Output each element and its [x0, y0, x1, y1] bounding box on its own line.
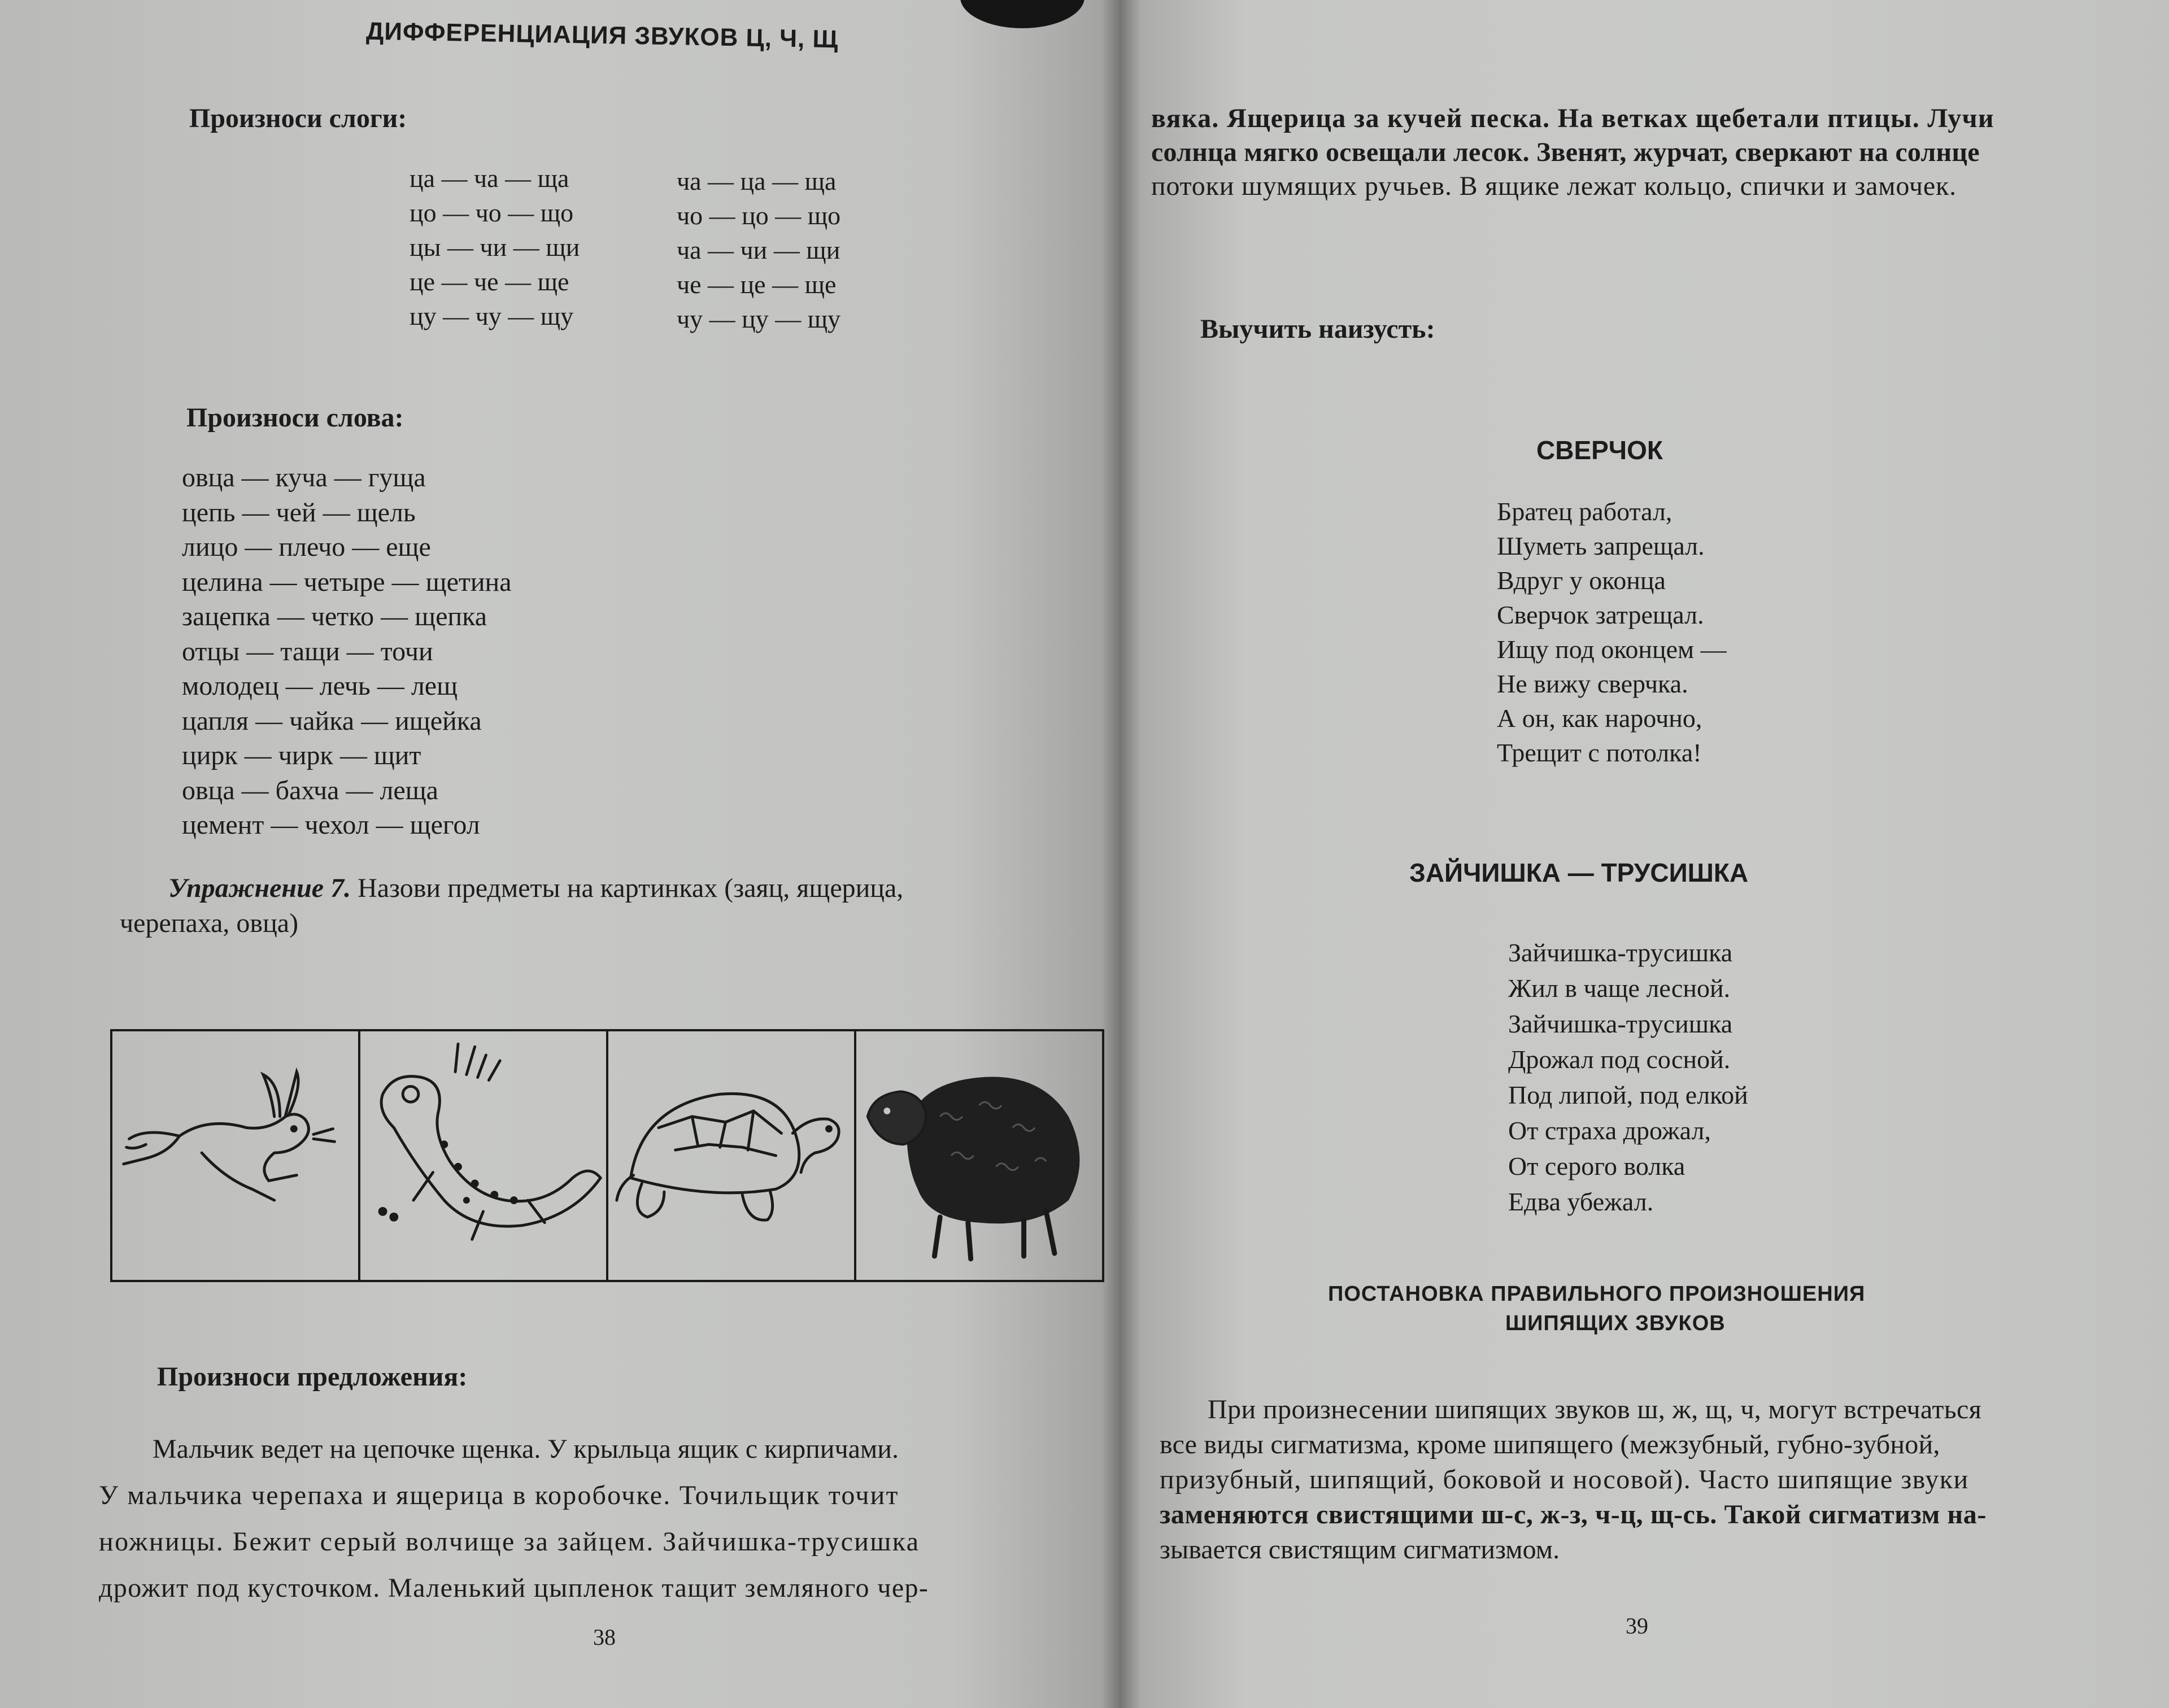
- poem-title-cricket: СВЕРЧОК: [1536, 435, 1663, 465]
- sheep-icon: [856, 1031, 1102, 1280]
- page-number: 39: [1626, 1613, 1648, 1639]
- lizard-icon: [360, 1031, 606, 1280]
- word-row: овца — бахча — леща: [182, 775, 438, 805]
- syllable-row: чо — цо — що: [677, 201, 841, 230]
- word-row: цапля — чайка — ищейка: [182, 705, 482, 736]
- right-page: [1121, 0, 2169, 1708]
- poem-line: А он, как нарочно,: [1497, 704, 1702, 733]
- sentence-line: дрожит под кусточком. Маленький цыпленок тащит земляного чер-: [99, 1573, 929, 1603]
- turtle-icon: [608, 1031, 854, 1280]
- syllable-row: цу — чу — щу: [410, 302, 574, 330]
- word-row: молодец — лечь — лещ: [182, 671, 458, 701]
- poem-title-bunny: ЗАЙЧИШКА — ТРУСИШКА: [1409, 858, 1749, 887]
- poem-line: Не вижу сверчка.: [1497, 669, 1688, 698]
- word-row: целина — четыре — щетина: [182, 567, 512, 597]
- syllables-column-1: [410, 161, 580, 333]
- word-row: отцы — тащи — точи: [182, 636, 433, 666]
- section-title-line-2: ШИПЯЩИХ ЗВУКОВ: [1505, 1312, 1726, 1335]
- exercise-text: Назови предметы на картинках (заяц, ящерица,: [358, 873, 904, 903]
- paragraph-line: все виды сигматизма, кроме шипящего (межзубный, губно-зубной,: [1160, 1430, 1940, 1459]
- poem-line: Вдруг у оконца: [1497, 566, 1666, 595]
- poem-bunny: [1508, 935, 1748, 1219]
- poem-line: Зайчишка-трусишка: [1508, 1009, 1733, 1038]
- exercise-line-1: [168, 871, 903, 906]
- syllable-row: цы — чи — щи: [410, 233, 580, 262]
- word-list: [182, 460, 512, 843]
- exercise-line-2: черепаха, овца): [120, 908, 299, 938]
- exercise-label: Упражнение 7.: [168, 873, 351, 903]
- syllable-row: ча — ца — ща: [677, 167, 837, 195]
- poem-line: От страха дрожал,: [1508, 1116, 1711, 1145]
- book-gutter: [1101, 0, 1141, 1708]
- learn-heading: Выучить наизусть:: [1200, 314, 1435, 344]
- syllable-row: чу — цу — щу: [677, 304, 841, 333]
- poem-line: Трещит с потолка!: [1497, 738, 1702, 767]
- poem-line: Сверчок затрещал.: [1497, 600, 1704, 629]
- poem-line: От серого волка: [1508, 1152, 1685, 1180]
- syllable-row: цо — чо — що: [410, 198, 574, 227]
- word-row: зацепка — четко — щепка: [182, 602, 487, 631]
- poem-line: Ищу под оконцем —: [1497, 635, 1727, 664]
- poem-line: Зайчишка-трусишка: [1508, 938, 1733, 967]
- syllables-column-2: [677, 164, 840, 336]
- poem-line: Под липой, под елкой: [1508, 1080, 1748, 1109]
- sentence-line: ножницы. Бежит серый волчище за зайцем. Зайчишка-трусишка: [99, 1527, 920, 1557]
- syllables-heading: Произноси слоги:: [189, 103, 407, 133]
- turtle-cell: [608, 1031, 856, 1280]
- paragraph-line: потоки шумящих ручьев. В ящике лежат кольцо, спички и замочек.: [1151, 171, 1957, 201]
- hare-icon: [112, 1031, 358, 1280]
- sentence-line: У мальчика черепаха и ящерица в коробочке. Точильщик точит: [99, 1480, 899, 1510]
- syllable-row: ча — чи — щи: [677, 236, 840, 264]
- words-heading: Произноси слова:: [186, 403, 404, 433]
- poem-line: Жил в чаще лесной.: [1508, 974, 1731, 1003]
- page-title: ДИФФЕРЕНЦИАЦИЯ ЗВУКОВ Ц, Ч, Щ: [365, 17, 839, 54]
- word-row: овца — куча — гуща: [182, 463, 426, 493]
- syllable-row: че — це — ще: [677, 270, 837, 299]
- sentences-heading: Произноси предложения:: [157, 1362, 468, 1392]
- picture-strip: [110, 1029, 1104, 1282]
- paragraph-line: зывается свистящим сигматизмом.: [1160, 1535, 1560, 1565]
- paragraph-line: солнца мягко освещали лесок. Звенят, журчат, сверкают на солнце: [1151, 137, 1980, 167]
- word-row: цирк — чирк — щит: [182, 740, 421, 770]
- continued-paragraph: [1151, 102, 1994, 203]
- sheep-cell: [856, 1031, 1102, 1280]
- word-row: лицо — плечо — еще: [182, 532, 431, 562]
- syllable-row: це — че — ще: [410, 267, 569, 296]
- hare-cell: [112, 1031, 360, 1280]
- lizard-cell: [360, 1031, 608, 1280]
- paragraph-line: При произнесении шипящих звуков ш, ж, щ, ч, могут встречаться: [1208, 1395, 1982, 1424]
- word-row: цемент — чехол — щегол: [182, 810, 480, 840]
- section-title-line-1: ПОСТАНОВКА ПРАВИЛЬНОГО ПРОИЗНОШЕНИЯ: [1328, 1282, 1866, 1306]
- syllable-row: ца — ча — ща: [410, 164, 569, 193]
- word-row: цепь — чей — щель: [182, 497, 416, 528]
- paragraph-line: заменяются свистящими ш-с, ж-з, ч-ц, щ-сь. Такой сигматизм на-: [1160, 1500, 1987, 1530]
- poem-cricket: [1497, 494, 1727, 770]
- section-paragraph: [1160, 1392, 1987, 1567]
- poem-line: Братец работал,: [1497, 497, 1673, 526]
- paragraph-line: призубный, шипящий, боковой и носовой). Часто шипящие звуки: [1160, 1465, 1969, 1494]
- paragraph-line: вяка. Ящерица за кучей песка. На ветках щебетали птицы. Лучи: [1151, 103, 1994, 133]
- sentence-line: Мальчик ведет на цепочке щенка. У крыльца ящик с кирпичами.: [153, 1434, 899, 1464]
- page-number: 38: [593, 1624, 616, 1650]
- sentences-paragraph: [99, 1426, 1104, 1611]
- poem-line: Едва убежал.: [1508, 1187, 1654, 1216]
- poem-line: Шуметь запрещал.: [1497, 531, 1705, 560]
- poem-line: Дрожал под сосной.: [1508, 1045, 1731, 1074]
